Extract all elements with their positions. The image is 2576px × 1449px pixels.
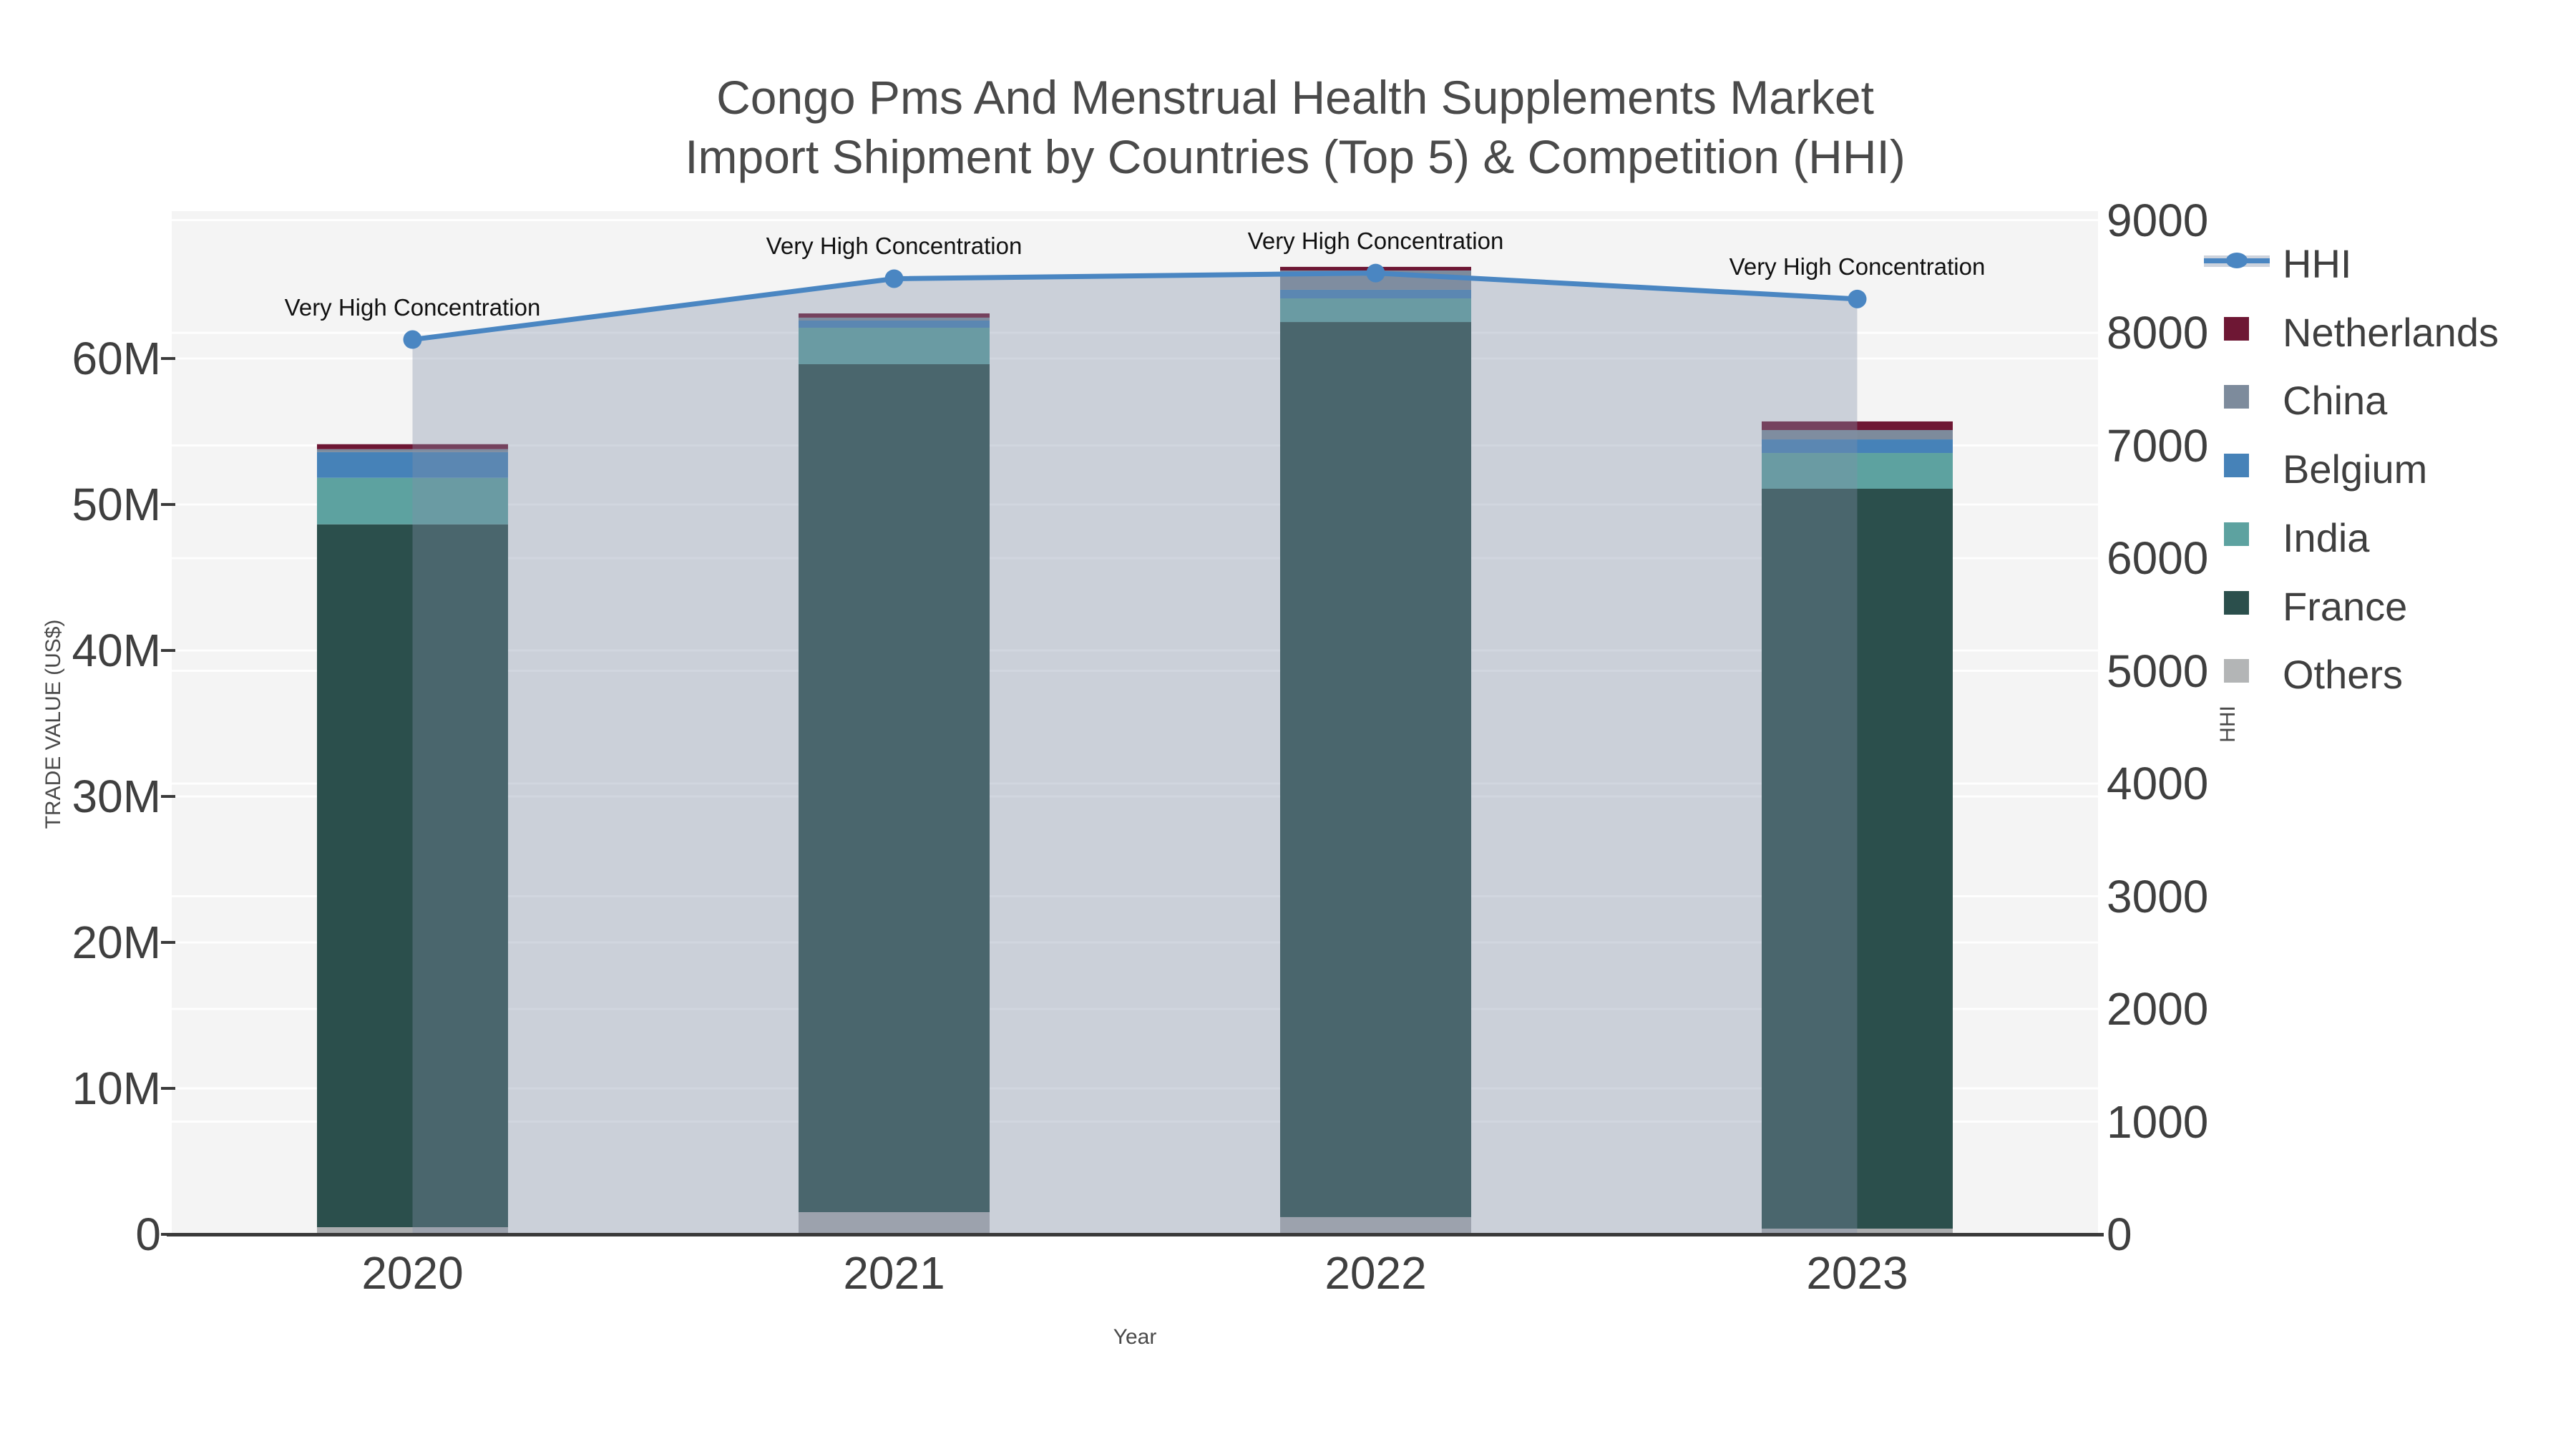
legend-label-hhi: HHI xyxy=(2283,241,2352,286)
y-right-tick-7000: 7000 xyxy=(2107,419,2209,472)
y-left-tick-50M: 50M xyxy=(72,479,161,531)
hhi-marker-2023[interactable] xyxy=(1848,290,1867,308)
hhi-area xyxy=(413,273,1858,1234)
y-right-tick-5000: 5000 xyxy=(2107,645,2209,697)
y-left-axis-title: TRADE VALUE (US$) xyxy=(42,619,65,829)
y-left-tick-mark xyxy=(161,357,175,360)
legend xyxy=(2198,0,2576,787)
legend-item-france[interactable] xyxy=(2198,578,2570,628)
y-left-tick-20M: 20M xyxy=(72,917,161,968)
y-left-tick-mark xyxy=(161,1087,175,1090)
legend-item-belgium[interactable] xyxy=(2198,441,2570,491)
legend-swatch-france xyxy=(2224,591,2249,615)
y-right-tick-3000: 3000 xyxy=(2107,870,2209,922)
y-left-tick-10M: 10M xyxy=(72,1063,161,1114)
legend-label-china: China xyxy=(2283,378,2388,424)
annotation-2020: Very High Concentration xyxy=(284,293,541,321)
y-left-tick-mark xyxy=(161,941,175,944)
y-right-axis-title: HHI xyxy=(2216,706,2240,743)
legend-swatch-netherlands xyxy=(2224,317,2249,341)
chart-title-line1: Congo Pms And Menstrual Health Supplements Market xyxy=(716,71,1874,124)
legend-swatch-belgium xyxy=(2224,454,2249,477)
y-left-tick-30M: 30M xyxy=(72,771,161,823)
annotation-2021: Very High Concentration xyxy=(766,233,1023,260)
legend-hhi-line-swatch xyxy=(2204,252,2270,269)
x-tick-2023: 2023 xyxy=(1806,1247,1908,1299)
x-tick-2021: 2021 xyxy=(843,1247,945,1299)
legend-label-india: India xyxy=(2283,514,2370,560)
legend-item-india[interactable] xyxy=(2198,509,2570,560)
annotation-2023: Very High Concentration xyxy=(1729,253,1986,280)
legend-item-others[interactable] xyxy=(2198,646,2570,696)
legend-swatch-china xyxy=(2224,385,2249,409)
y-right-tick-4000: 4000 xyxy=(2107,758,2209,810)
x-tick-2022: 2022 xyxy=(1324,1247,1427,1299)
y-right-tick-6000: 6000 xyxy=(2107,532,2209,585)
y-left-tick-0: 0 xyxy=(135,1209,161,1260)
y-right-tick-0: 0 xyxy=(2107,1209,2132,1260)
legend-label-belgium: Belgium xyxy=(2283,447,2428,492)
gridline xyxy=(172,219,2098,221)
x-axis-line xyxy=(167,1233,2104,1236)
x-tick-2020: 2020 xyxy=(361,1247,464,1299)
y-left-tick-60M: 60M xyxy=(72,333,161,385)
legend-hhi-marker xyxy=(2226,253,2248,268)
y-left-tick-mark xyxy=(161,649,175,652)
legend-item-china[interactable] xyxy=(2198,372,2570,422)
y-right-tick-9000: 9000 xyxy=(2107,194,2209,246)
y-left-tick-40M: 40M xyxy=(72,625,161,677)
hhi-marker-2021[interactable] xyxy=(885,269,904,288)
chart-title-line2: Import Shipment by Countries (Top 5) & Competition (HHI) xyxy=(685,130,1906,183)
y-left-tick-mark xyxy=(161,795,175,798)
legend-label-netherlands: Netherlands xyxy=(2283,309,2499,355)
legend-item-netherlands[interactable] xyxy=(2198,304,2570,354)
hhi-marker-2022[interactable] xyxy=(1367,264,1385,283)
legend-swatch-india xyxy=(2224,522,2249,546)
legend-label-others: Others xyxy=(2283,652,2404,698)
legend-label-france: France xyxy=(2283,583,2408,629)
y-right-tick-8000: 8000 xyxy=(2107,307,2209,359)
x-axis-title: Year xyxy=(1113,1325,1157,1349)
annotation-2022: Very High Concentration xyxy=(1247,227,1504,254)
y-left-tick-mark xyxy=(161,503,175,506)
legend-item-hhi[interactable] xyxy=(2198,235,2570,286)
y-right-tick-1000: 1000 xyxy=(2107,1096,2209,1148)
y-left-tick-mark xyxy=(161,1233,175,1236)
hhi-marker-2020[interactable] xyxy=(404,331,422,349)
legend-swatch-others xyxy=(2224,659,2249,683)
y-right-tick-2000: 2000 xyxy=(2107,983,2209,1035)
